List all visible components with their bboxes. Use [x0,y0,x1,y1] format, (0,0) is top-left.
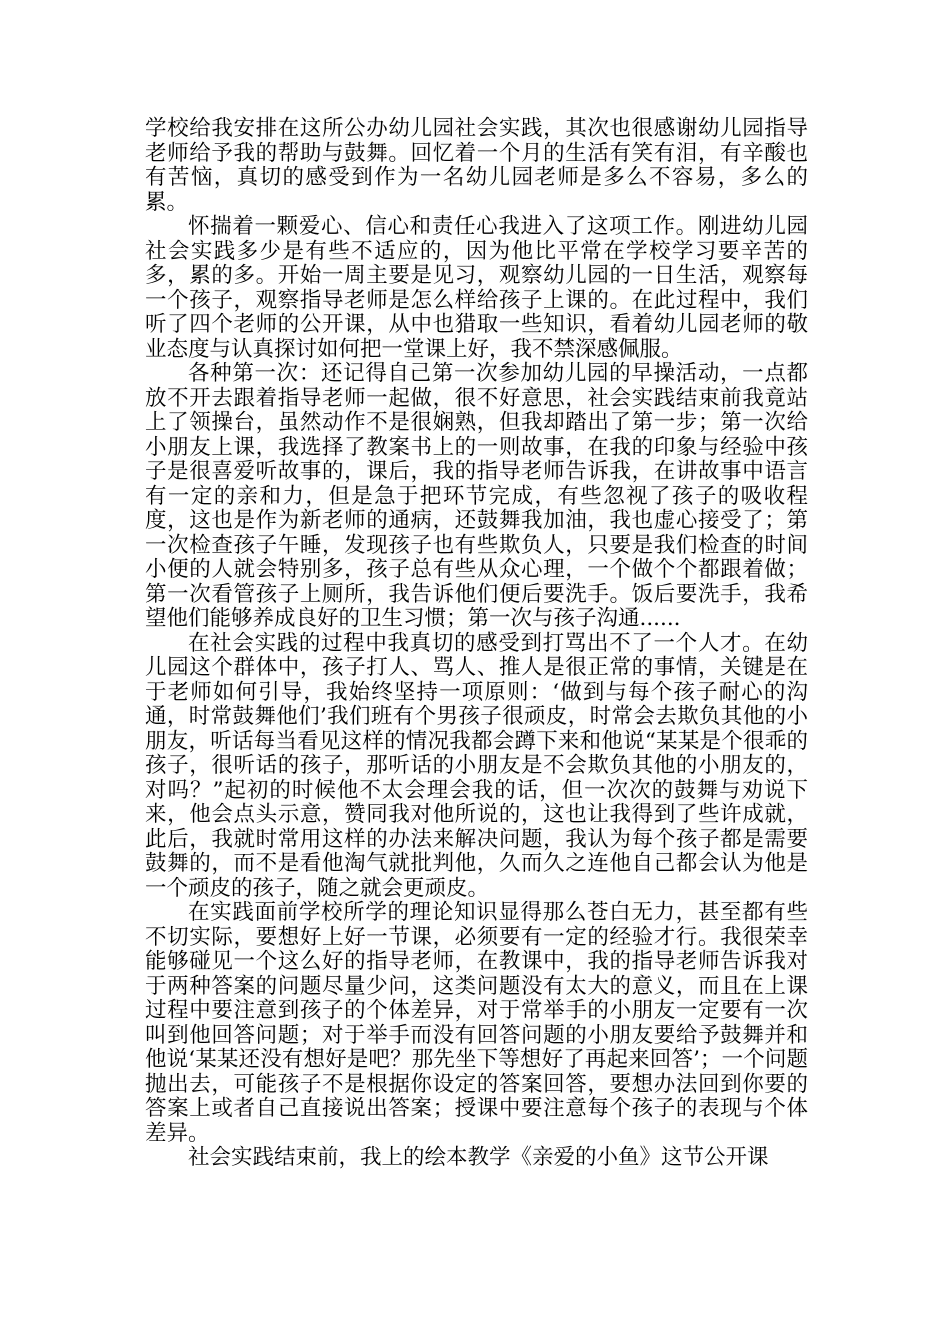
paragraph-2: 怀揣着一颗爱心、信心和责任心我进入了这项工作。刚进幼儿园社会实践多少是有些不适应的，因为他比平常在学校学习要辛苦的多，累的多。开始一周主要是见习，观察幼儿园的一日生活，观察每一个孩子，观察指导老师是怎么样给孩子上课的。在此过程中，我们听了四个老师的公开课，从中也猎取一些知识，看着幼儿园老师的敬业态度与认真探讨如何把一堂课上好，我不禁深感佩服。 [145,214,808,362]
paragraph-1: 学校给我安排在这所公办幼儿园社会实践，其次也很感谢幼儿园指导老师给予我的帮助与鼓舞。回忆着一个月的生活有笑有泪，有辛酸也有苦恼，真切的感受到作为一名幼儿园老师是多么不容易，多么的累。 [145,116,808,215]
document-body [145,117,808,1171]
paragraph-4: 在社会实践的过程中我真切的感受到打骂出不了一个人才。在幼儿园这个群体中，孩子打人、骂人、推人是很正常的事情，关键是在于老师如何引导，我始终坚持一项原则：‘做到与每个孩子耐心的沟通，时常鼓舞他们’我们班有个男孩子很顽皮，时常会去欺负其他的小朋友，听话每当看见这样的情况我都会蹲下来和他说“某某是个很乖的孩子，很听话的孩子，那听话的小朋友是不会欺负其他的小朋友的，对吗？”起初的时候他不太会理会我的话，但一次次的鼓舞与劝说下来，他会点头示意，赞同我对他所说的，这也让我得到了些许成就，此后，我就时常用这样的办法来解决问题，我认为每个孩子都是需要鼓舞的，而不是看他淘气就批判他，久而久之连他自己都会认为他是一个顽皮的孩子，随之就会更顽皮。 [145,630,808,901]
paragraph-6: 社会实践结束前，我上的绘本教学《亲爱的小鱼》这节公开课 [188,1145,769,1170]
paragraph-5: 在实践面前学校所学的理论知识显得那么苍白无力，甚至都有些不切实际，要想好上好一节课，必须要有一定的经验才行。我很荣幸能够碰见一个这么好的指导老师，在教课中，我的指导老师告诉我对于两种答案的问题尽量少问，这类问题没有太大的意义，而且在上课过程中要注意到孩子的个体差异，对于常举手的小朋友一定要有一次叫到他回答问题；对于举手而没有回答问题的小朋友要给予鼓舞并和他说‘某某还没有想好是吧？那先坐下等想好了再起来回答’；一个问题抛出去，可能孩子不是根据你设定的答案回答，要想办法回到你要的答案上或者自己直接说出答案；授课中要注意每个孩子的表现与个体差异。 [145,900,808,1146]
paragraph-3: 各种第一次：还记得自己第一次参加幼儿园的早操活动，一点都放不开去跟着指导老师一起做，很不好意思，社会实践结束前我竟站上了领操台，虽然动作不是很娴熟，但我却踏出了第一步；第一次给小朋友上课，我选择了教案书上的一则故事，在我的印象与经验中孩子是很喜爱听故事的，课后，我的指导老师告诉我，在讲故事中语言有一定的亲和力，但是急于把环节完成，有些忽视了孩子的吸收程度，这也是作为新老师的通病，还鼓舞我加油，我也虚心接受了；第一次检查孩子午睡，发现孩子也有些欺负人，只要是我们检查的时间小便的人就会特别多，孩子总有些从众心理，一个做个个都跟着做；第一次看管孩子上厕所，我告诉他们便后要洗手。饭后要洗手，我希望他们能够养成良好的卫生习惯；第一次与孩子沟通...... [145,361,808,631]
